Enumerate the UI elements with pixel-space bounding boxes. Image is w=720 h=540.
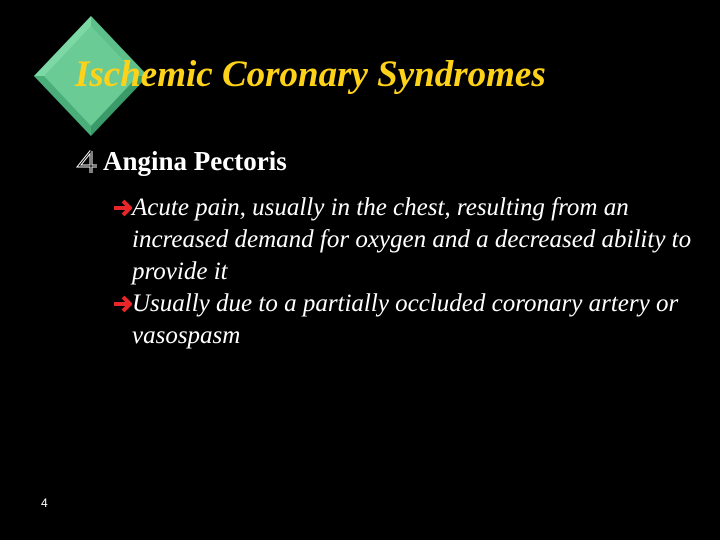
right-arrow-icon (112, 292, 132, 316)
sub-bullet-item (112, 192, 692, 288)
slide-title: Ischemic Coronary Syndromes (75, 54, 546, 95)
main-bullet (76, 146, 287, 177)
sub-bullet-list (112, 192, 692, 352)
sub-bullet-text: Usually due to a partially occluded coronary artery or vasospasm (132, 290, 679, 349)
main-bullet-text: Angina Pectoris (103, 146, 287, 176)
page-number: 4 (41, 496, 48, 510)
sub-bullet-text: Acute pain, usually in the chest, resulting from an increased demand for oxygen and a decreased ability to provide it (132, 194, 692, 285)
numeral-4-outline-icon (76, 149, 100, 175)
sub-bullet-item (112, 288, 692, 352)
right-arrow-icon (112, 196, 132, 220)
